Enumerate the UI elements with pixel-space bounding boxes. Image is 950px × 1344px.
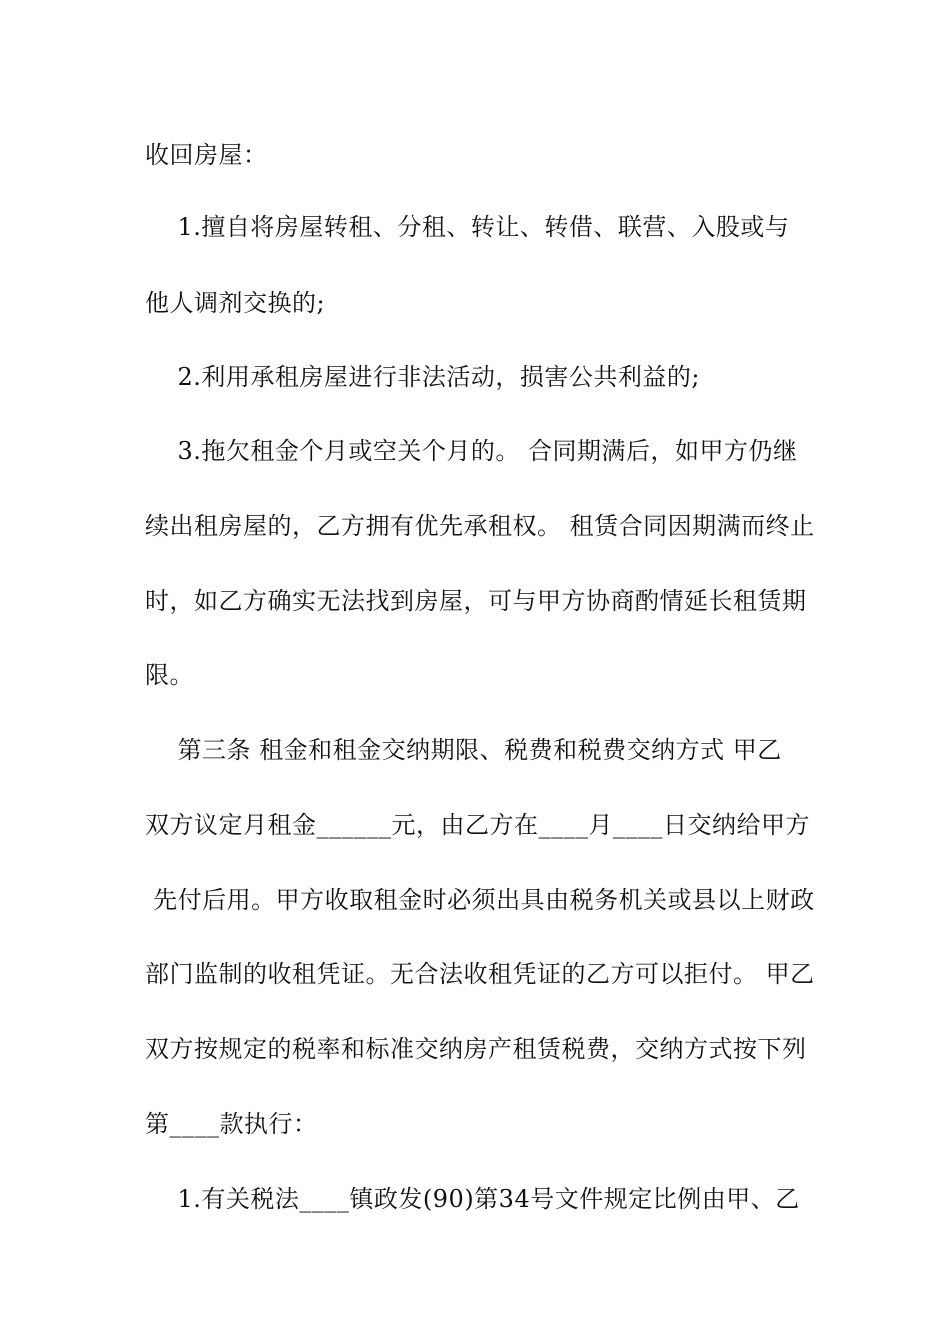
text-line: 他人调剂交换的; — [145, 289, 326, 317]
text-line: 2.利用承租房屋进行非法活动，损害公共利益的; — [145, 363, 700, 391]
text-line: 双方议定月租金______元，由乙方在____月____日交纳给甲方 — [145, 811, 810, 839]
text-line: 先付后用。甲方收取租金时必须出具由税务机关或县以上财政 — [145, 886, 815, 914]
text-line: 续出租房屋的，乙方拥有优先承租权。 租赁合同因期满而终止 — [145, 512, 815, 540]
text-line: 收回房屋： — [145, 141, 268, 169]
text-line: 1.擅自将房屋转租、分租、转让、转借、联营、入股或与 — [145, 213, 790, 241]
text-line: 第三条 租金和租金交纳期限、税费和税费交纳方式 甲乙 — [145, 736, 782, 764]
text-line: 1.有关税法____镇政发(90)第34号文件规定比例由甲、乙 — [145, 1185, 800, 1213]
text-line: 第____款执行： — [145, 1110, 318, 1138]
text-line: 时，如乙方确实无法找到房屋，可与甲方协商酌情延长租赁期 — [145, 587, 807, 615]
text-line: 3.拖欠租金个月或空关个月的。 合同期满后，如甲方仍继 — [145, 437, 798, 465]
text-line: 限。 — [145, 661, 194, 689]
text-line: 部门监制的收租凭证。无合法收租凭证的乙方可以拒付。 甲乙 — [145, 960, 815, 988]
text-line: 双方按规定的税率和标准交纳房产租赁税费，交纳方式按下列 — [145, 1035, 807, 1063]
